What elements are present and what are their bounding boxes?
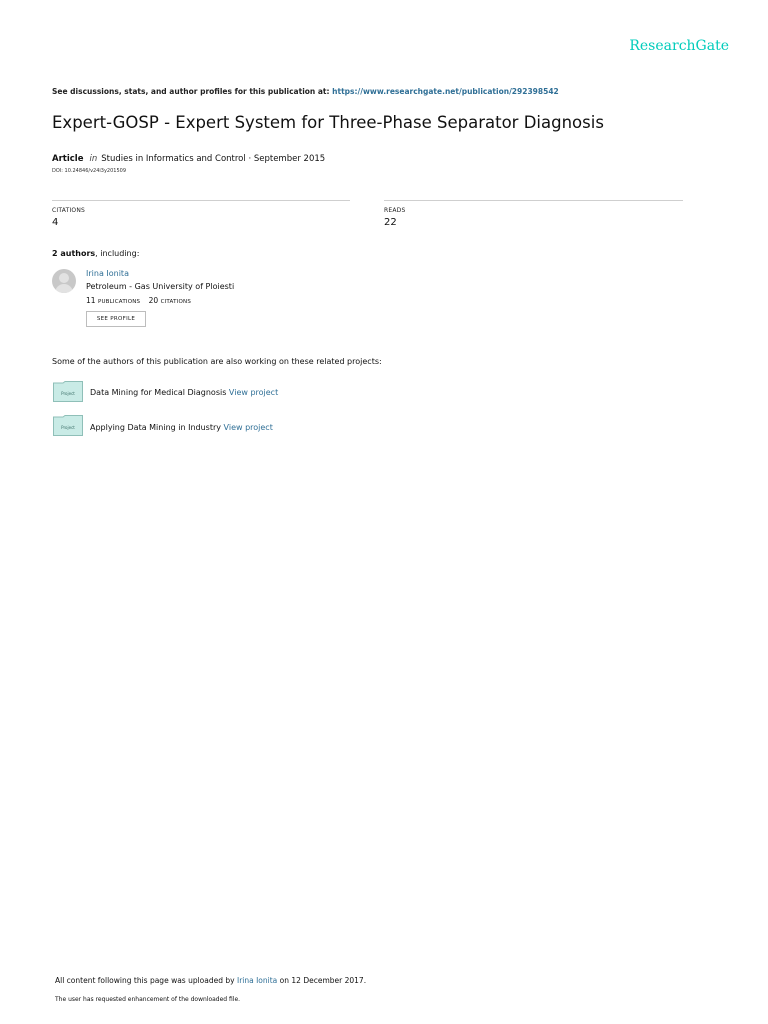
related-projects-heading: Some of the authors of this publication are also working on these related projects: bbox=[52, 357, 382, 366]
authors-suffix: , including: bbox=[95, 249, 140, 258]
project-title: Applying Data Mining in Industry bbox=[90, 423, 221, 432]
author-stats bbox=[86, 296, 197, 305]
in-label: in bbox=[89, 154, 98, 164]
discussion-prefix: See discussions, stats, and author profiles for this publication at: bbox=[52, 87, 330, 96]
citations-label: CITATIONS bbox=[52, 207, 86, 214]
project-folder-icon bbox=[53, 415, 83, 436]
view-project-link[interactable]: View project bbox=[223, 423, 273, 432]
authors-count: 2 authors bbox=[52, 249, 96, 258]
project-title: Data Mining for Medical Diagnosis bbox=[90, 388, 227, 397]
publication-url-link[interactable]: https://www.researchgate.net/publication/292398542 bbox=[332, 87, 559, 96]
author-institution: Petroleum - Gas University of Ploiesti bbox=[86, 282, 235, 291]
authors-summary bbox=[52, 249, 139, 258]
author-publications-count: 11 bbox=[86, 296, 96, 305]
project-item bbox=[90, 423, 273, 432]
reads-value: 22 bbox=[384, 217, 397, 228]
project-folder-icon bbox=[53, 381, 83, 402]
author-publications-label: PUBLICATIONS bbox=[97, 299, 141, 305]
view-project-link[interactable]: View project bbox=[228, 388, 279, 397]
author-avatar-icon[interactable] bbox=[52, 269, 76, 293]
author-citations-count: 20 bbox=[148, 296, 159, 305]
publication-venue-date: Studies in Informatics and Control · September 2015 bbox=[101, 154, 326, 164]
reads-label: READS bbox=[384, 207, 406, 214]
publication-type: Article bbox=[52, 154, 84, 164]
discussion-line bbox=[52, 87, 559, 96]
upload-notice bbox=[55, 976, 366, 985]
reads-divider bbox=[384, 200, 683, 201]
see-profile-button[interactable]: SEE PROFILE bbox=[86, 311, 146, 327]
upload-suffix: on 12 December 2017. bbox=[279, 976, 367, 985]
uploader-link[interactable]: Irina Ionita bbox=[236, 976, 278, 985]
project-icon-label: Project bbox=[61, 391, 75, 396]
enhancement-note: The user has requested enhancement of the downloaded file. bbox=[55, 996, 241, 1003]
project-icon-label: Project bbox=[61, 425, 75, 430]
researchgate-logo[interactable]: ResearchGate bbox=[629, 38, 729, 54]
publication-meta bbox=[52, 154, 325, 164]
citations-value: 4 bbox=[52, 217, 59, 228]
author-name-link[interactable]: Irina Ionita bbox=[86, 269, 129, 278]
publication-title: Expert-GOSP - Expert System for Three-Phase Separator Diagnosis bbox=[52, 113, 604, 132]
citations-divider bbox=[52, 200, 350, 201]
author-citations-label: CITATIONS bbox=[160, 299, 192, 305]
publication-doi: DOI: 10.24846/v24i3y201509 bbox=[52, 168, 127, 174]
project-item bbox=[90, 388, 278, 397]
upload-prefix: All content following this page was uploaded by bbox=[55, 976, 235, 985]
